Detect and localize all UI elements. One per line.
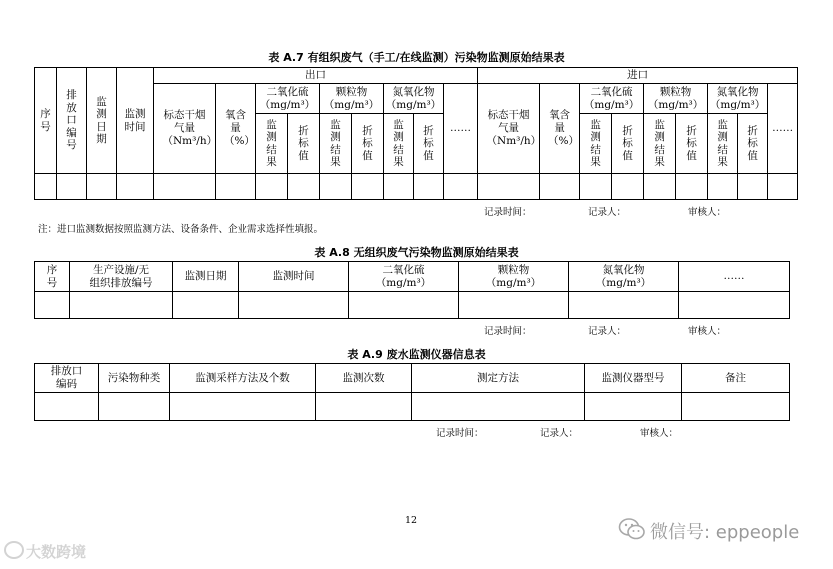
a8-col-nox: 氮氧化物 （mg/m³） [569,262,679,292]
a8-col-mon-date: 监测日期 [173,262,239,292]
a9-recorder-label: 记录人： [540,428,579,439]
out-pm-converted: 折标值 [352,114,384,174]
out-pm-header: 颗粒物（mg/m³） [320,84,384,114]
a9-col-remark: 备注 [682,364,790,393]
a8-col-so2: 二氧化硫 （mg/m³） [349,262,459,292]
col-outlet-no: 排放口编号 [57,68,87,174]
a8-col-ellipsis: …… [679,262,790,292]
out-so2-header: 二氧化硫（mg/m³） [256,84,320,114]
table-a8 [34,261,790,319]
in-so2-header: 二氧化硫（mg/m³） [580,84,644,114]
table-row [35,393,790,421]
table-a9-title: 表 A.9 废水监测仪器信息表 [347,348,486,361]
in-pm-header: 颗粒物（mg/m³） [644,84,708,114]
in-so2-result: 监测结果 [580,114,612,174]
watermark-left: 大数跨境 [4,541,86,562]
a9-col-outlet: 排放口编码 [35,364,99,393]
out-oxygen-header: 氧含量（%） [216,84,256,174]
a8-col-pm: 颗粒物 （mg/m³） [459,262,569,292]
a9-col-method: 测定方法 [412,364,585,393]
wechat-icon [618,516,646,542]
a8-col-seq: 序号 [35,262,70,292]
out-so2-result: 监测结果 [256,114,288,174]
col-seq: 序号 [35,68,57,174]
a8-recorder-label: 记录人： [588,326,627,337]
a9-col-pollutant: 污染物种类 [99,364,170,393]
out-nox-result: 监测结果 [384,114,414,174]
a8-col-mon-time: 监测时间 [239,262,349,292]
a7-recorder-label: 记录人： [588,207,627,218]
out-nox-header: 氮氧化物（mg/m³） [384,84,444,114]
in-so2-converted: 折标值 [612,114,644,174]
table-a7 [34,67,798,200]
table-row [35,174,798,200]
table-a9 [34,363,790,421]
a9-col-sampling: 监测采样方法及个数 [170,364,316,393]
outlet-group-header: 出口 [154,68,478,84]
a8-col-facility: 生产设施/无组织排放编号 [70,262,173,292]
out-ellipsis: …… [444,84,478,174]
table-a7-title: 表 A.7 有组织废气（手工/在线监测）污染物监测原始结果表 [268,51,565,64]
in-flow-header: 标态干烟气量（Nm³/h） [478,84,540,174]
a7-reviewer-label: 审核人： [688,207,727,218]
a8-reviewer-label: 审核人： [688,326,727,337]
out-so2-converted: 折标值 [288,114,320,174]
table-row [35,292,790,319]
in-pm-converted: 折标值 [676,114,708,174]
out-nox-converted: 折标值 [414,114,444,174]
a7-note: 注：进口监测数据按照监测方法、设备条件、企业需求选择性填报。 [38,224,324,235]
col-mon-date: 监测日期 [87,68,117,174]
a8-record-time-label: 记录时间： [484,326,532,337]
a9-reviewer-label: 审核人： [640,428,679,439]
in-nox-result: 监测结果 [708,114,738,174]
in-nox-converted: 折标值 [738,114,768,174]
out-pm-result: 监测结果 [320,114,352,174]
table-a8-title: 表 A.8 无组织废气污染物监测原始结果表 [314,246,519,259]
a9-record-time-label: 记录时间： [436,428,484,439]
a7-record-time-label: 记录时间： [484,207,532,218]
col-mon-time: 监测时间 [117,68,154,174]
a9-col-count: 监测次数 [316,364,412,393]
in-ellipsis: …… [768,84,798,174]
in-nox-header: 氮氧化物（mg/m³） [708,84,768,114]
out-flow-header: 标态干烟气量（Nm³/h） [154,84,216,174]
inlet-group-header: 进口 [478,68,798,84]
watermark-right: 微信号: eppeople [650,522,800,543]
in-pm-result: 监测结果 [644,114,676,174]
in-oxygen-header: 氧含量（%） [540,84,580,174]
a9-col-instrument: 监测仪器型号 [585,364,682,393]
watermark-logo-icon [4,541,24,559]
page-number: 12 [405,515,418,526]
